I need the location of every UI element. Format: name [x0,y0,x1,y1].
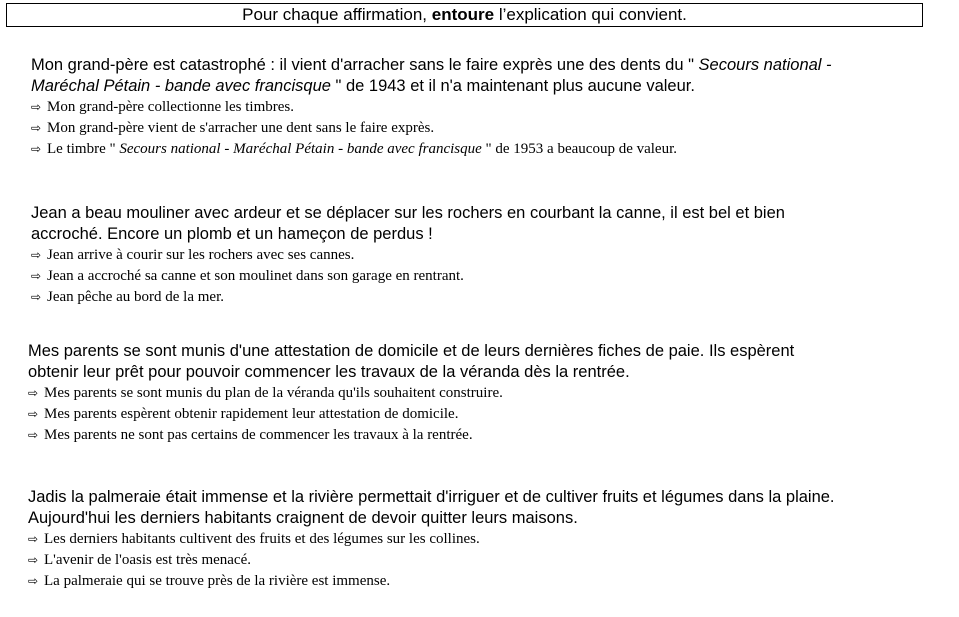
exercise-1-line-2: " de 1943 et il n'a maintenant plus aucune valeur. [330,77,695,95]
exercise-1 [31,55,959,160]
exercise-1-choice-1[interactable] [31,97,959,118]
right-arrow-icon: ⇨ [31,248,42,262]
choice-text: L'avenir de l'oasis est très menacé. [44,552,251,568]
exercise-1-choices [31,97,959,160]
exercise-4-line-1: Jadis la palmeraie était immense et la rivière permettait d'irriguer et de cultiver fruits et légumes dans la plaine. [28,488,835,506]
instruction-text: Pour chaque affirmation, [242,5,432,24]
exercise-2-choices [31,245,959,308]
right-arrow-icon: ⇨ [28,386,39,400]
exercise-2-choice-2[interactable] [31,266,959,287]
choice-text: Jean pêche au bord de la mer. [47,289,225,305]
exercise-1-line-1: Mon grand-père est catastrophé : il vient d'arracher sans le faire exprès une des dents du " [31,56,699,74]
exercise-1-stamp-name-part-1: Secours national - [698,56,832,74]
right-arrow-icon: ⇨ [31,100,42,114]
exercise-3-line-1: Mes parents se sont munis d'une attestation de domicile et de leurs dernières fiches de paie. Ils espèrent [28,342,795,360]
choice-text: Jean a accroché sa canne et son moulinet dans son garage en rentrant. [47,268,464,284]
exercise-2-line-1: Jean a beau mouliner avec ardeur et se déplacer sur les rochers en courbant la canne, il est bel et bien [31,204,785,222]
exercise-3-choice-2[interactable] [28,404,959,425]
exercise-1-stamp-name-part-2: Maréchal Pétain - bande avec francisque [31,77,331,95]
exercise-4-choice-1[interactable] [28,529,959,550]
right-arrow-icon: ⇨ [28,407,39,421]
choice-text: La palmeraie qui se trouve près de la rivière est immense. [44,573,391,589]
right-arrow-icon: ⇨ [31,290,42,304]
choice-text: Mes parents espèrent obtenir rapidement leur attestation de domicile. [44,406,459,422]
exercise-2-choice-1[interactable] [31,245,959,266]
exercise-3 [28,341,959,446]
right-arrow-icon: ⇨ [28,574,39,588]
exercise-2 [31,203,959,308]
exercise-4-choices [28,529,959,592]
right-arrow-icon: ⇨ [28,553,39,567]
exercise-2-paragraph [31,203,959,245]
choice-text-end: " de 1953 a beaucoup de valeur. [481,141,678,157]
choice-text: Jean arrive à courir sur les rochers avec ses cannes. [47,247,355,263]
exercise-3-choice-3[interactable] [28,425,959,446]
right-arrow-icon: ⇨ [31,121,42,135]
choice-text: Le timbre " [47,141,120,157]
exercise-2-choice-3[interactable] [31,287,959,308]
instruction-bold-word: entoure [431,5,495,24]
exercise-3-choices [28,383,959,446]
exercise-4-choice-3[interactable] [28,571,959,592]
right-arrow-icon: ⇨ [31,269,42,283]
right-arrow-icon: ⇨ [28,532,39,546]
right-arrow-icon: ⇨ [28,428,39,442]
exercise-1-choice-2[interactable] [31,118,959,139]
instruction-text-end: l’explication qui convient. [494,5,687,24]
exercise-4-choice-2[interactable] [28,550,959,571]
exercise-1-paragraph [31,55,959,97]
exercise-3-choice-1[interactable] [28,383,959,404]
choice-text: Mon grand-père vient de s'arracher une dent sans le faire exprès. [47,120,435,136]
exercise-4 [28,487,959,592]
choice-text: Mon grand-père collectionne les timbres. [47,99,295,115]
choice-stamp-name: Secours national - Maréchal Pétain - bande avec francisque [119,141,482,157]
choice-text: Mes parents se sont munis du plan de la véranda qu'ils souhaitent construire. [44,385,503,401]
exercise-1-choice-3[interactable] [31,139,959,160]
exercise-2-line-2: accroché. Encore un plomb et un hameçon de perdus ! [31,225,433,243]
exercise-3-paragraph [28,341,959,383]
exercise-4-paragraph [28,487,959,529]
exercise-3-line-2: obtenir leur prêt pour pouvoir commencer les travaux de la véranda dès la rentrée. [28,363,630,381]
right-arrow-icon: ⇨ [31,142,42,156]
choice-text: Mes parents ne sont pas certains de commencer les travaux à la rentrée. [44,427,473,443]
instruction-box [6,3,923,27]
exercise-4-line-2: Aujourd'hui les derniers habitants craignent de devoir quitter leurs maisons. [28,509,578,527]
choice-text: Les derniers habitants cultivent des fruits et des légumes sur les collines. [44,531,480,547]
